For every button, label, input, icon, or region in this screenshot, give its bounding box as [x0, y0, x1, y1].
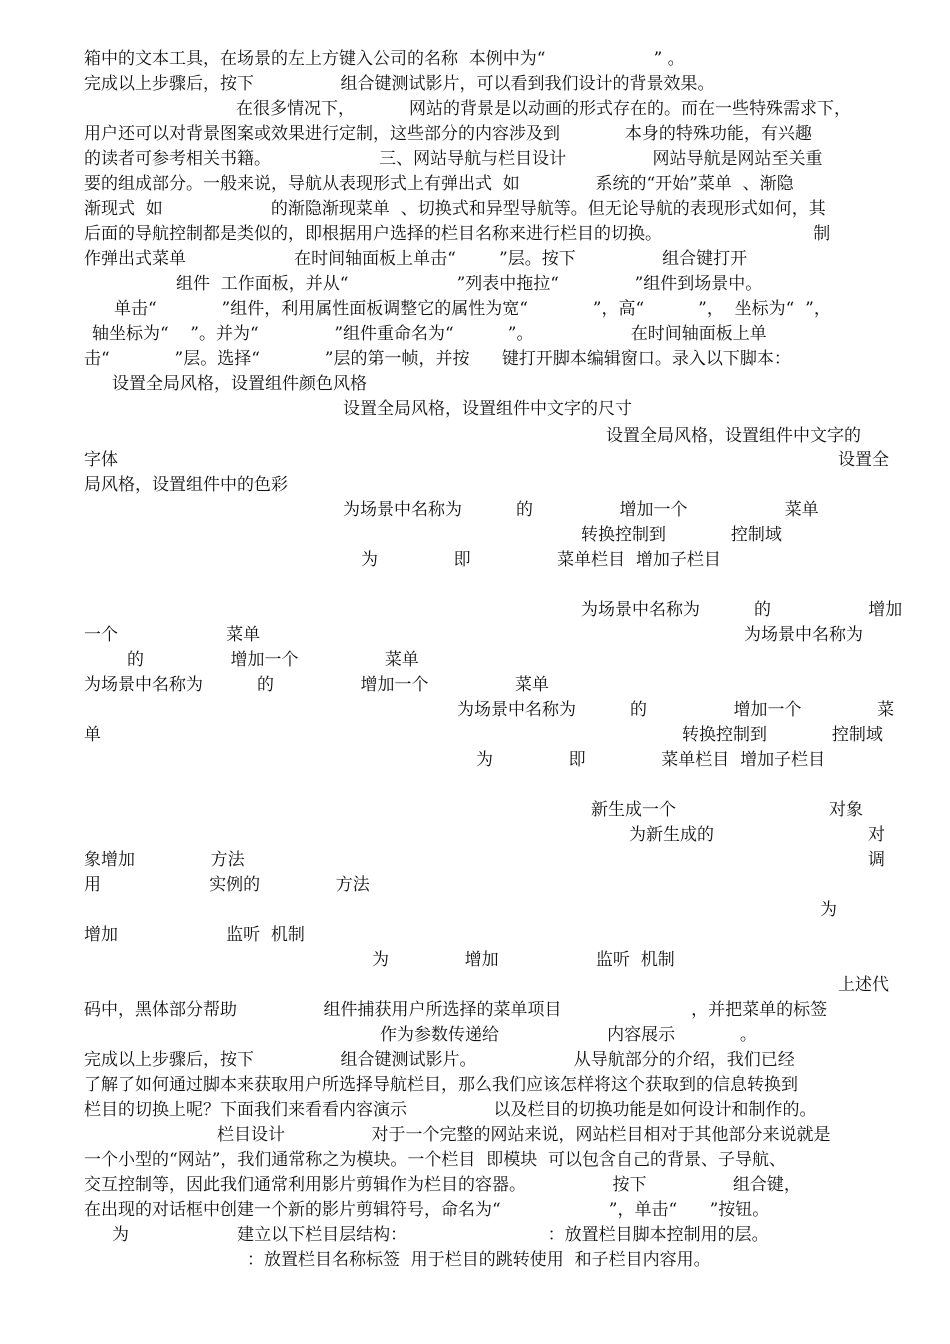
text-line: 新生成一个: [591, 800, 676, 820]
text-line: 在出现的对话框中创建一个新的影片剪辑符号，命名为“ ”，单击“ ”按钮。: [84, 1200, 770, 1220]
text-line: 栏目的切换上呢？下面我们来看看内容演示 以及栏目的切换功能是如何设计和制作的。: [84, 1100, 817, 1120]
text-line: 象增加 方法: [84, 850, 245, 870]
text-line: 为场景中名称为 的 增加一个 菜: [457, 700, 895, 720]
text-line: 作弹出式菜单 在时间轴面板上单击“ ”层。按下 组合键打开: [84, 249, 748, 269]
text-line: ：放置栏目名称标签 用于栏目的跳转使用 和子栏目内容用。: [247, 1250, 711, 1270]
text-line: 完成以上步骤后，按下 组合键测试影片。 从导航部分的介绍，我们已经: [84, 1050, 795, 1070]
text-line: 完成以上步骤后，按下 组合键测试影片，可以看到我们设计的背景效果。: [84, 74, 715, 94]
text-line: 后面的导航控制都是类似的，即根据用户选择的栏目名称来进行栏目的切换。 制: [84, 224, 831, 244]
text-line: 设置全: [838, 450, 889, 470]
text-line: 栏目设计 对于一个完整的网站来说，网站栏目相对于其他部分来说就是: [217, 1125, 831, 1145]
text-line: 设置全局风格，设置组件颜色风格: [112, 374, 367, 394]
text-line: 为场景中名称为 的 增加一个 菜单: [343, 500, 819, 520]
text-line: 为新生成的: [629, 825, 714, 845]
text-line: 为场景中名称为 的 增加: [581, 600, 903, 620]
text-line: 的 增加一个 菜单: [127, 650, 419, 670]
text-line: 转换控制到 控制域: [682, 725, 883, 745]
text-line: 击“ ”层。选择“ ”层的第一帧，并按 键打开脚本编辑窗口。录入以下脚本：: [84, 349, 791, 369]
text-line: 一个小型的“网站”，我们通常称之为模块。一个栏目 即模块 可以包含自己的背景、子导航、: [84, 1150, 786, 1170]
text-line: 用户还可以对背景图案或效果进行定制，这些部分的内容涉及到 本身的特殊功能，有兴趣: [84, 124, 812, 144]
text-line: 的读者可参考相关书籍。 三、网站导航与栏目设计 网站导航是网站至关重: [84, 149, 823, 169]
text-line: 上述代: [838, 975, 889, 995]
text-line: 为场景中名称为 的 增加一个 菜单: [84, 675, 549, 695]
text-line: 对象: [829, 800, 863, 820]
text-line: 了解了如何通过脚本来获取用户所选择导航栏目，那么我们应该怎样将这个获取到的信息转换到: [84, 1075, 798, 1095]
text-line: 渐现式 如 的渐隐渐现菜单 、切换式和异型导航等。但无论导航的表现形式如何，其: [84, 199, 826, 219]
text-line: 单击“ ”组件，利用属性面板调整它的属性为宽“ ”，高“ ”， 坐标为“ ”，: [114, 299, 831, 319]
text-line: 设置全局风格，设置组件中文字的尺寸: [343, 399, 632, 419]
text-line: 为场景中名称为: [744, 625, 863, 645]
text-line: 码中，黑体部分帮助 组件捕获用户所选择的菜单项目 ，并把菜单的标签: [84, 1000, 828, 1020]
text-line: 增加 监听 机制: [84, 925, 305, 945]
text-line: 调: [868, 850, 885, 870]
text-line: 设置全局风格，设置组件中文字的: [606, 426, 861, 446]
text-line: 转换控制到 控制域: [581, 525, 782, 545]
text-line: 轴坐标为“ ”。并为“ ”组件重命名为“ ”。 在时间轴面板上单: [92, 324, 767, 344]
text-line: 箱中的文本工具，在场景的左上方键入公司的名称 本例中为“ ” 。: [84, 49, 685, 69]
text-line: 为 建立以下栏目层结构： ：放置栏目脚本控制用的层。: [112, 1225, 769, 1245]
text-line: 对: [868, 825, 885, 845]
text-line: 在很多情况下， 网站的背景是以动画的形式存在的。而在一些特殊需求下，: [236, 99, 852, 119]
text-line: 局风格，设置组件中的色彩: [84, 475, 288, 495]
text-line: 一个 菜单: [84, 625, 261, 645]
text-line: 交互控制等，因此我们通常利用影片剪辑作为栏目的容器。 按下 组合键，: [84, 1175, 801, 1195]
text-line: 字体: [84, 450, 118, 470]
text-line: 作为参数传递给 内容展示 。: [380, 1025, 757, 1045]
text-line: 为 即 菜单栏目 增加子栏目: [361, 550, 721, 570]
text-line: 用 实例的 方法: [84, 875, 370, 895]
text-line: 组件 工作面板，并从“ ”列表中拖拉“ ”组件到场景中。: [176, 274, 763, 294]
text-line: 要的组成部分。一般来说，导航从表现形式上有弹出式 如 系统的“开始”菜单 、渐隐: [84, 174, 794, 194]
text-line: 单: [84, 725, 101, 745]
text-line: 为 增加 监听 机制: [372, 950, 675, 970]
text-line: 为 即 菜单栏目 增加子栏目: [476, 750, 826, 770]
text-line: 为: [820, 900, 837, 920]
